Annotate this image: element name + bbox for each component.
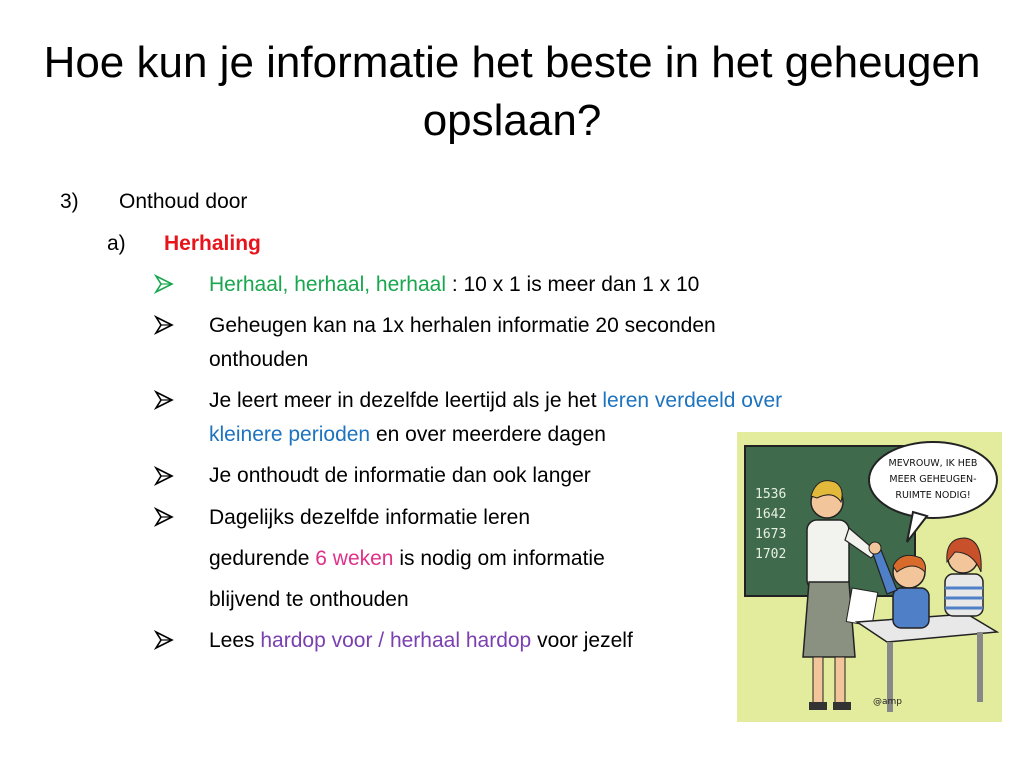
bullet-5-line-2 bbox=[209, 546, 605, 572]
subitem-letter: a) bbox=[107, 232, 126, 255]
bullet-6-highlight: hardop voor / herhaal hardop bbox=[260, 629, 532, 652]
bullet-6-text-2: voor jezelf bbox=[531, 629, 633, 652]
arrow-bullet-icon bbox=[153, 314, 175, 336]
bullet-2-line-1: Geheugen kan na 1x herhalen informatie 20 seconden bbox=[209, 314, 716, 337]
bullet-5-text-2: is nodig om informatie bbox=[393, 547, 605, 570]
bullet-2-line-2: onthouden bbox=[209, 348, 309, 371]
speech-line-2: MEER GEHEUGEN- bbox=[889, 474, 977, 485]
slide-title: Hoe kun je informatie het beste in het geheugen opslaan? bbox=[43, 38, 981, 145]
arrow-bullet-icon bbox=[153, 629, 175, 651]
item-label: Onthoud door bbox=[119, 190, 248, 213]
arrow-bullet-icon bbox=[153, 273, 175, 295]
student-figure bbox=[945, 538, 983, 616]
bullet-5-text: gedurende bbox=[209, 547, 316, 570]
arrow-bullet-icon bbox=[153, 465, 175, 487]
bullet-5-highlight: 6 weken bbox=[315, 547, 394, 570]
arrow-bullet-icon bbox=[153, 506, 175, 528]
subitem-label: Herhaling bbox=[164, 232, 261, 255]
bullet-6-text: Lees bbox=[209, 629, 261, 652]
bullet-1-text: : 10 x 1 is meer dan 1 x 10 bbox=[446, 273, 700, 296]
classroom-cartoon bbox=[737, 432, 1002, 722]
bullet-3-line-2 bbox=[209, 422, 606, 448]
bullet-5-line-3: blijvend te onthouden bbox=[209, 588, 409, 611]
bullet-item-1 bbox=[209, 272, 699, 298]
board-number-1: 1536 bbox=[755, 487, 787, 502]
cartoon-signature: @amp bbox=[873, 697, 902, 707]
bullet-3-line-1 bbox=[209, 388, 782, 414]
speech-line-1: MEVROUW, IK HEB bbox=[888, 458, 978, 469]
speech-line-3: RUIMTE NODIG! bbox=[895, 490, 971, 501]
arrow-bullet-icon bbox=[153, 389, 175, 411]
bullet-3-highlight: leren verdeeld over bbox=[602, 389, 783, 412]
board-number-3: 1673 bbox=[755, 527, 787, 542]
bullet-4-text: Je onthoudt de informatie dan ook langer bbox=[209, 464, 591, 487]
bullet-1-highlight: Herhaal, herhaal, herhaal bbox=[209, 273, 446, 296]
bullet-3-highlight-2: kleinere perioden bbox=[209, 423, 371, 446]
item-number: 3) bbox=[60, 190, 79, 213]
board-number-2: 1642 bbox=[755, 507, 787, 522]
bullet-3-text: Je leert meer in dezelfde leertijd als je het bbox=[209, 389, 603, 412]
bullet-6-line bbox=[209, 628, 633, 654]
classroom-cartoon-drawing bbox=[737, 432, 1002, 722]
bullet-5-line-1: Dagelijks dezelfde informatie leren bbox=[209, 506, 530, 529]
board-number-4: 1702 bbox=[755, 547, 787, 562]
bullet-3-text-2: en over meerdere dagen bbox=[370, 423, 606, 446]
